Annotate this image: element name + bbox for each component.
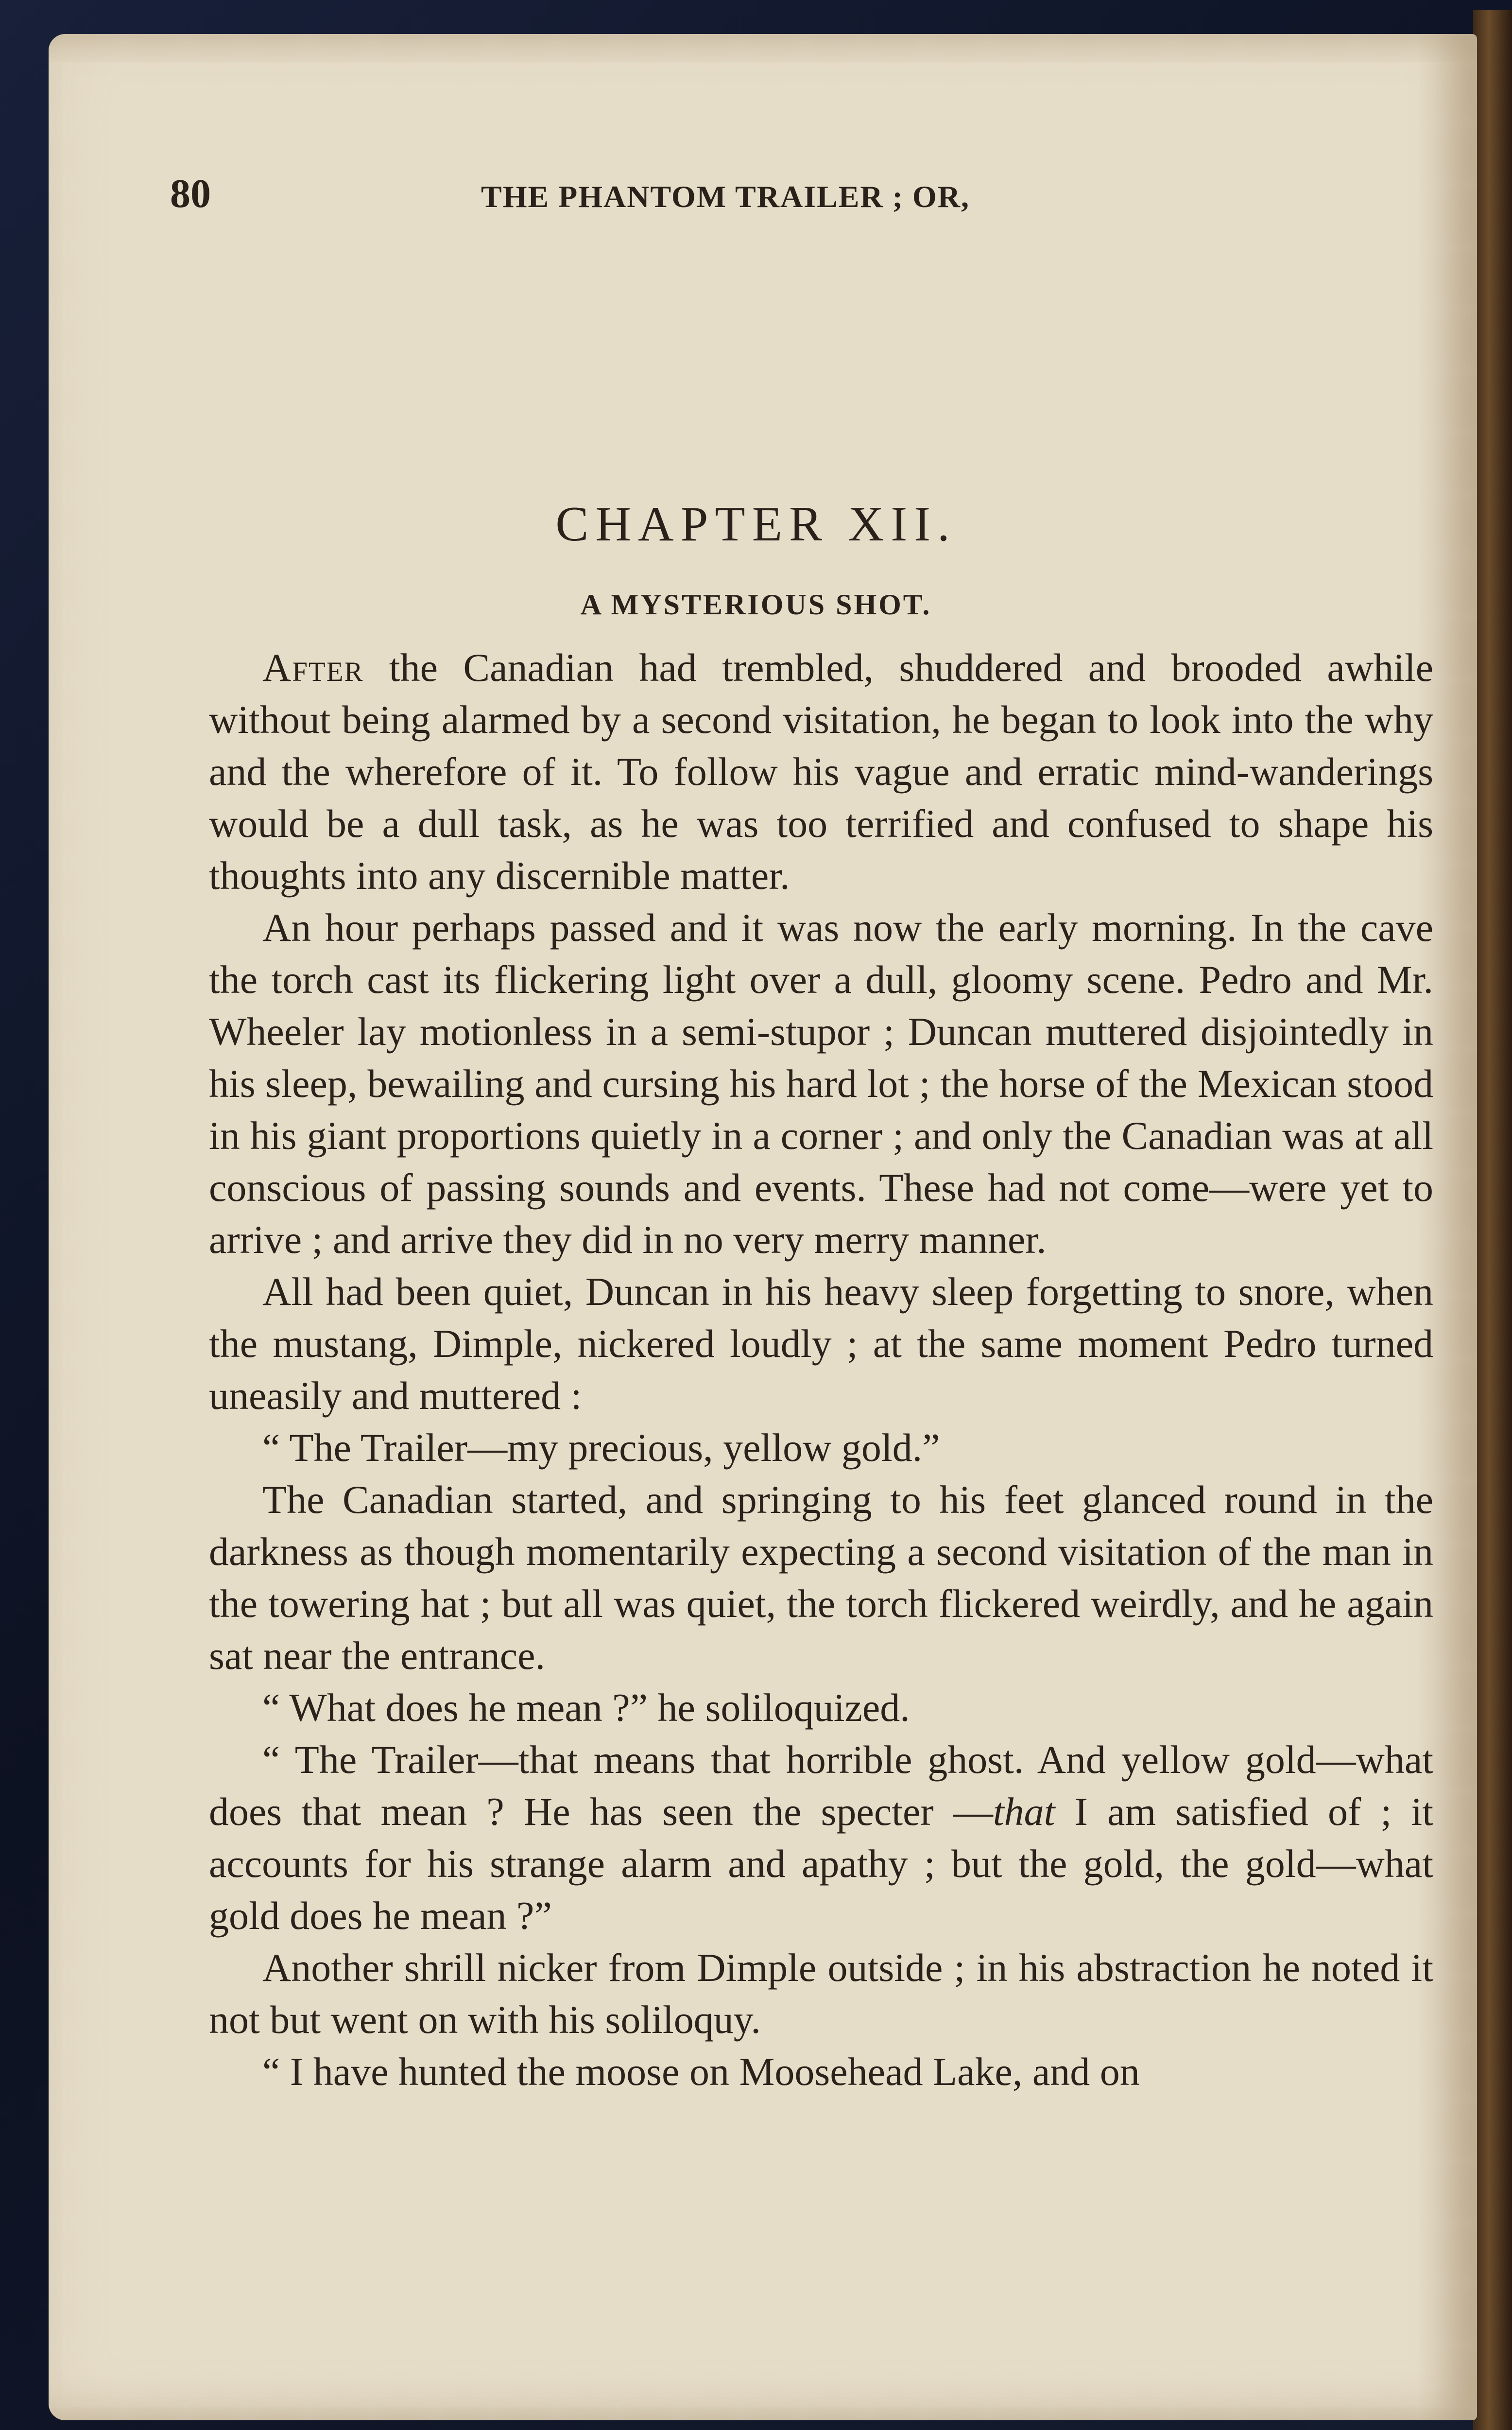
running-title: THE PHANTOM TRAILER ; OR,: [481, 179, 970, 214]
running-head: [170, 170, 1142, 228]
book-spine-edge: [1473, 10, 1512, 2430]
page-number: 80: [170, 171, 211, 216]
paragraph-9: “ I have hunted the moose on Moosehead Lake, and on: [262, 2049, 1140, 2094]
paragraph-text: the Canadian had trembled, shuddered and brooded awhile without being alarmed by a second visitation, he began to look into the why and the wherefore of it. To follow his vague and erratic mind-wanderings would be a dull task, as he was too terrified and confused to shape his thoughts into any discernible matter.: [209, 645, 1433, 898]
paragraph-4: “ The Trailer—my precious, yellow gold.”: [262, 1425, 940, 1470]
body-text: [209, 642, 1433, 2313]
chapter-title: CHAPTER XII.: [555, 497, 957, 552]
paragraph-7: [209, 1734, 1433, 1942]
paragraph-1: [209, 642, 1433, 902]
paragraph-text: “ The Trailer—that means that horrible ghost. And yellow gold—what does that mean ? He has seen the specter —: [209, 1737, 1433, 1834]
paragraph-5: The Canadian started, and springing to his feet glanced round in the darkness as though momentarily expecting a second visitation of the man in the towering hat ; but all was quiet, the torch flickered weirdly, and he again sat near the entrance.: [209, 1477, 1433, 1678]
paragraph-lead-word: After: [262, 645, 364, 690]
paragraph-text: I am satisfied of ; it accounts for his strange alarm and apathy ; but the gold, the gold—what gold does he mean ?”: [209, 1789, 1433, 1938]
paragraph-3: All had been quiet, Duncan in his heavy sleep forgetting to snore, when the mustang, Dimple, nickered loudly ; at the same moment Pedro turned uneasily and muttered :: [209, 1269, 1433, 1418]
chapter-subtitle: A MYSTERIOUS SHOT.: [580, 589, 932, 621]
paragraph-6: “ What does he mean ?” he soliloquized.: [262, 1685, 910, 1730]
paragraph-2: An hour perhaps passed and it was now the early morning. In the cave the torch cast its flickering light over a dull, gloomy scene. Pedro and Mr. Wheeler lay motionless in a semi-stupor ; Duncan muttered disjointedly in his sleep, bewailing and cursing his hard lot ; the horse of the Mexican stood in his giant proportions quietly in a corner ; and only the Canadian was at all conscious of passing sounds and events. These had not come—were yet to arrive ; and arrive they did in no very merry manner.: [209, 905, 1433, 1262]
italic-word: that: [993, 1789, 1055, 1834]
paragraph-8: Another shrill nicker from Dimple outside ; in his abstraction he noted it not but went on with his soliloquy.: [209, 1945, 1433, 2042]
